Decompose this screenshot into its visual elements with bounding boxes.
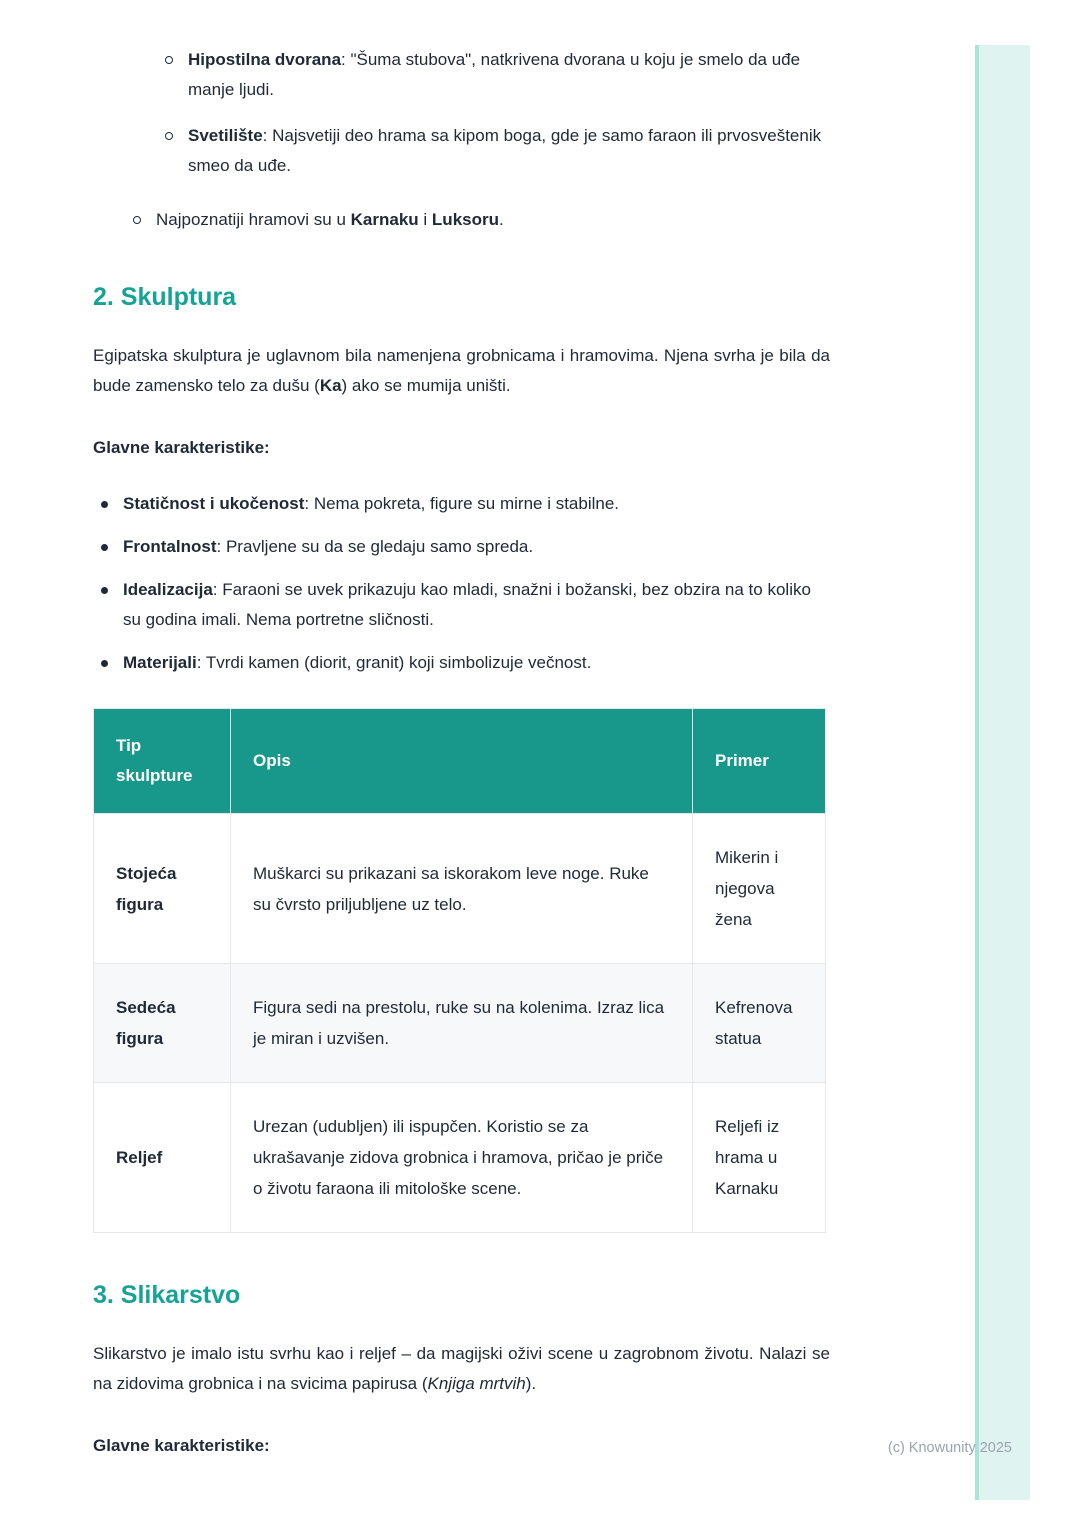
term-definition: : Nema pokreta, figure su mirne i stabilne. <box>304 494 620 513</box>
subheading-karakteristike-2: Glavne karakteristike: <box>93 1436 270 1455</box>
list-item-frontalnost <box>93 532 830 562</box>
text-run-bold: Karnaku <box>350 210 419 229</box>
list-item-staticnost <box>93 489 830 519</box>
table-body <box>94 814 826 1233</box>
cell-primer: Kefrenova statua <box>693 964 826 1083</box>
list-item-idealizacija <box>93 575 830 635</box>
term-definition: : Tvrdi kamen (diorit, granit) koji simbolizuje večnost. <box>196 653 592 672</box>
term-bold: Frontalnost <box>123 537 217 556</box>
bullet-icon <box>101 587 108 594</box>
subheading-karakteristike: Glavne karakteristike: <box>93 438 270 457</box>
term-definition: : Najsvetiji deo hrama sa kipom boga, gde je samo faraon ili prvosveštenik smeo da uđe. <box>188 126 822 175</box>
list-item-text <box>188 45 830 105</box>
cell-opis: Muškarci su prikazani sa iskorakom leve noge. Ruke su čvrsto priljubljene uz telo. <box>231 814 693 964</box>
text-run: Egipatska skulptura je uglavnom bila namenjena grobnicama i hramovima. Njena svrha je bila da bude zamensko telo za dušu ( <box>93 346 830 395</box>
cell-opis: Urezan (udubljen) ili ispupčen. Koristio se za ukrašavanje zidova grobnica i hramova, pričao je priče o životu faraona ili mitološke scene. <box>231 1083 693 1233</box>
table-row <box>94 964 826 1083</box>
skulptura-intro-paragraph <box>93 341 830 401</box>
karakteristike-list <box>93 489 830 678</box>
text-run: Najpoznatiji hramovi su u <box>156 210 351 229</box>
hollow-bullet-icon <box>165 132 173 140</box>
term-definition: : Faraoni se uvek prikazuju kao mladi, snažni i božanski, bez obzira na to koliko su godina imali. Nema portretne sličnosti. <box>123 580 811 629</box>
text-run: ). <box>525 1374 537 1393</box>
bullet-icon <box>101 501 108 508</box>
list-item-text <box>188 121 830 181</box>
text-run: Slikarstvo je imalo istu svrhu kao i reljef – da magijski oživi scene u zagrobnom životu. Nalazi se na zidovima grobnica i na svicima papirusa ( <box>93 1344 830 1393</box>
bullet-icon <box>101 544 108 551</box>
section-heading-slikarstvo: 3. Slikarstvo <box>93 1281 241 1309</box>
list-item-materijali <box>93 648 830 678</box>
bullet-icon <box>101 660 108 667</box>
sculpture-types-table <box>93 708 826 1233</box>
cell-primer: Mikerin i njegova žena <box>693 814 826 964</box>
decorative-side-bar <box>975 45 1030 1500</box>
column-header-primer: Primer <box>693 709 826 814</box>
term-bold: Svetilište <box>188 126 263 145</box>
list-item-hipostilna <box>93 45 830 105</box>
column-header-tip: Tip skulpture <box>94 709 231 814</box>
table-row <box>94 1083 826 1233</box>
term-bold: Statičnost i ukočenost <box>123 494 305 513</box>
cell-opis: Figura sedi na prestolu, ruke su na kolenima. Izraz lica je miran i uzvišen. <box>231 964 693 1083</box>
list-item-text <box>156 205 830 235</box>
table-row <box>94 814 826 964</box>
text-run: i <box>418 210 432 229</box>
list-item-hramovi <box>93 205 830 235</box>
list-item-text <box>123 489 830 519</box>
cell-primer: Reljefi iz hrama u Karnaku <box>693 1083 826 1233</box>
term-bold: Hipostilna dvorana <box>188 50 342 69</box>
copyright-credit: (c) Knowunity 2025 <box>887 1440 1012 1456</box>
text-run-italic: Knjiga mrtvih <box>427 1374 526 1393</box>
list-item-text <box>123 648 830 678</box>
cell-tip: Stojeća figura <box>94 814 231 964</box>
list-item-text <box>123 532 830 562</box>
slikarstvo-intro-paragraph <box>93 1339 830 1399</box>
text-run: . <box>498 210 504 229</box>
list-item-svetiliste <box>93 121 830 181</box>
hollow-bullet-icon <box>133 216 141 224</box>
table-header-row <box>94 709 826 814</box>
term-bold: Materijali <box>123 653 197 672</box>
hollow-bullet-icon <box>165 56 173 64</box>
text-run-bold: Ka <box>319 376 342 395</box>
text-run-bold: Luksoru <box>431 210 499 229</box>
section-heading-skulptura: 2. Skulptura <box>93 283 237 311</box>
cell-tip: Sedeća figura <box>94 964 231 1083</box>
cell-tip: Reljef <box>94 1083 231 1233</box>
table-header <box>94 709 826 814</box>
document-content <box>93 45 830 1461</box>
term-bold: Idealizacija <box>123 580 213 599</box>
text-run: ) ako se mumija uništi. <box>341 376 511 395</box>
term-definition: : "Šuma stubova", natkrivena dvorana u koju je smelo da uđe manje ljudi. <box>188 50 801 99</box>
column-header-opis: Opis <box>231 709 693 814</box>
list-item-text <box>123 575 830 635</box>
term-definition: : Pravljene su da se gledaju samo spreda. <box>216 537 534 556</box>
